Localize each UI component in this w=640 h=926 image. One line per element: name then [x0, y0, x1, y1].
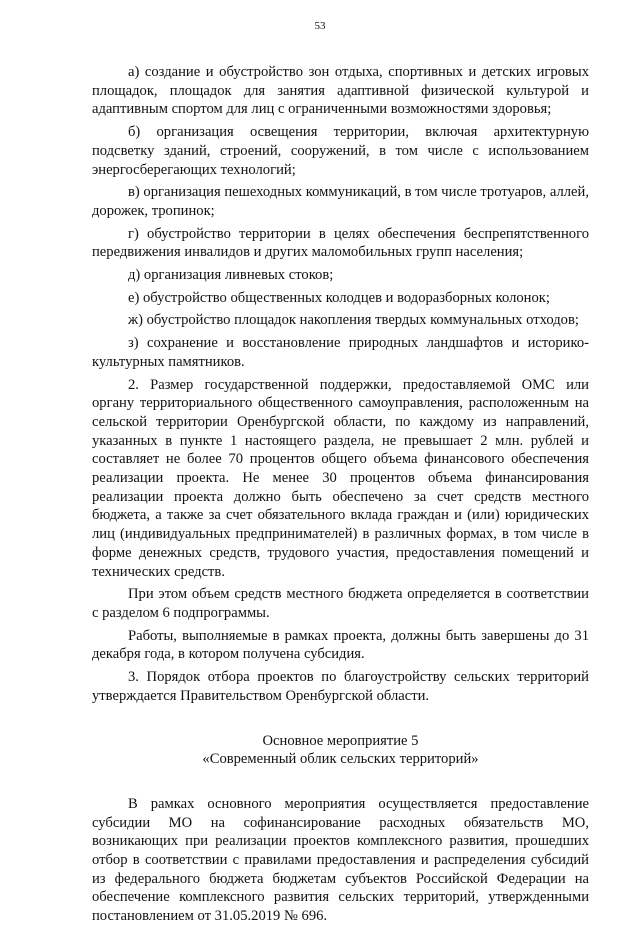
paragraph-item-e: е) обустройство общественных колодцев и водоразборных колонок;	[128, 289, 550, 306]
paragraph-item-a: а) создание и обустройство зон отдыха, спортивных и детских игровых площадок, площадок для занятия адаптивной физической культурой и адаптивным спортом для лиц с ограниченными возможностями здоровья;	[92, 64, 589, 118]
paragraph-local-budget: При этом объем средств местного бюджета определяется в соответствии с разделом 6 подпрограммы.	[92, 586, 589, 621]
paragraph-point-3: 3. Порядок отбора проектов по благоустройству сельских территорий утверждается Правительством Оренбургской области.	[92, 669, 589, 704]
section-heading	[92, 732, 589, 769]
paragraph-item-z: з) сохранение и восстановление природных ландшафтов и историко-культурных памятников.	[92, 335, 589, 370]
section-heading-line-2: «Современный облик сельских территорий»	[202, 751, 479, 768]
paragraph-works-deadline: Работы, выполняемые в рамках проекта, должны быть завершены до 31 декабря года, в котором получена субсидия.	[92, 627, 589, 663]
paragraph-main-event: В рамках основного мероприятия осуществляется предоставление субсидии МО на софинансирование расходных обязательств МО, возникающих при реализации проектов комплексного развития, прошедших отбор в соответствии с правилами предоставления и распределения субсидий из федерального бюджета бюджетам субъектов Российской Федерации на обеспечение комплексного развития сельских территорий, утвержденными постановлением от 31.05.2019 № 696.	[92, 795, 589, 925]
document-body	[92, 63, 589, 926]
paragraph-item-b: б) организация освещения территории, включая архитектурную подсветку зданий, строений, сооружений, в том числе с использованием энергосберегающих технологий;	[92, 124, 589, 178]
paragraph-item-g: г) обустройство территории в целях обеспечения беспрепятственного передвижения инвалидов и других маломобильных групп населения;	[92, 225, 589, 261]
paragraph-item-d: д) организация ливневых стоков;	[128, 267, 334, 284]
section-heading-line-1: Основное мероприятие 5	[262, 732, 419, 749]
paragraph-item-v: в) организация пешеходных коммуникаций, в том числе тротуаров, аллей, дорожек, тропинок;	[92, 184, 589, 219]
page-number: 53	[314, 20, 326, 32]
paragraph-point-2: 2. Размер государственной поддержки, предоставляемой ОМС или органу территориального общественного самоуправления, расположенным на сельской территории Оренбургской области, по каждому из направлений, указанных в пункте 1 настоящего раздела, не превышает 2 млн. рублей и составляет не более 70 процентов общего объема финансового обеспечения реализации проекта. Не менее 30 процентов объема финансирования реализации проекта должно быть обеспечено за счет средств местного бюджета, а также за счет обязательного вклада граждан и (или) юридических лиц (индивидуальных предпринимателей) в различных формах, в том числе в форме денежных средств, трудового участия, предоставления помещений и технических средств.	[92, 376, 589, 580]
paragraph-item-zh: ж) обустройство площадок накопления твердых коммунальных отходов;	[128, 312, 579, 329]
